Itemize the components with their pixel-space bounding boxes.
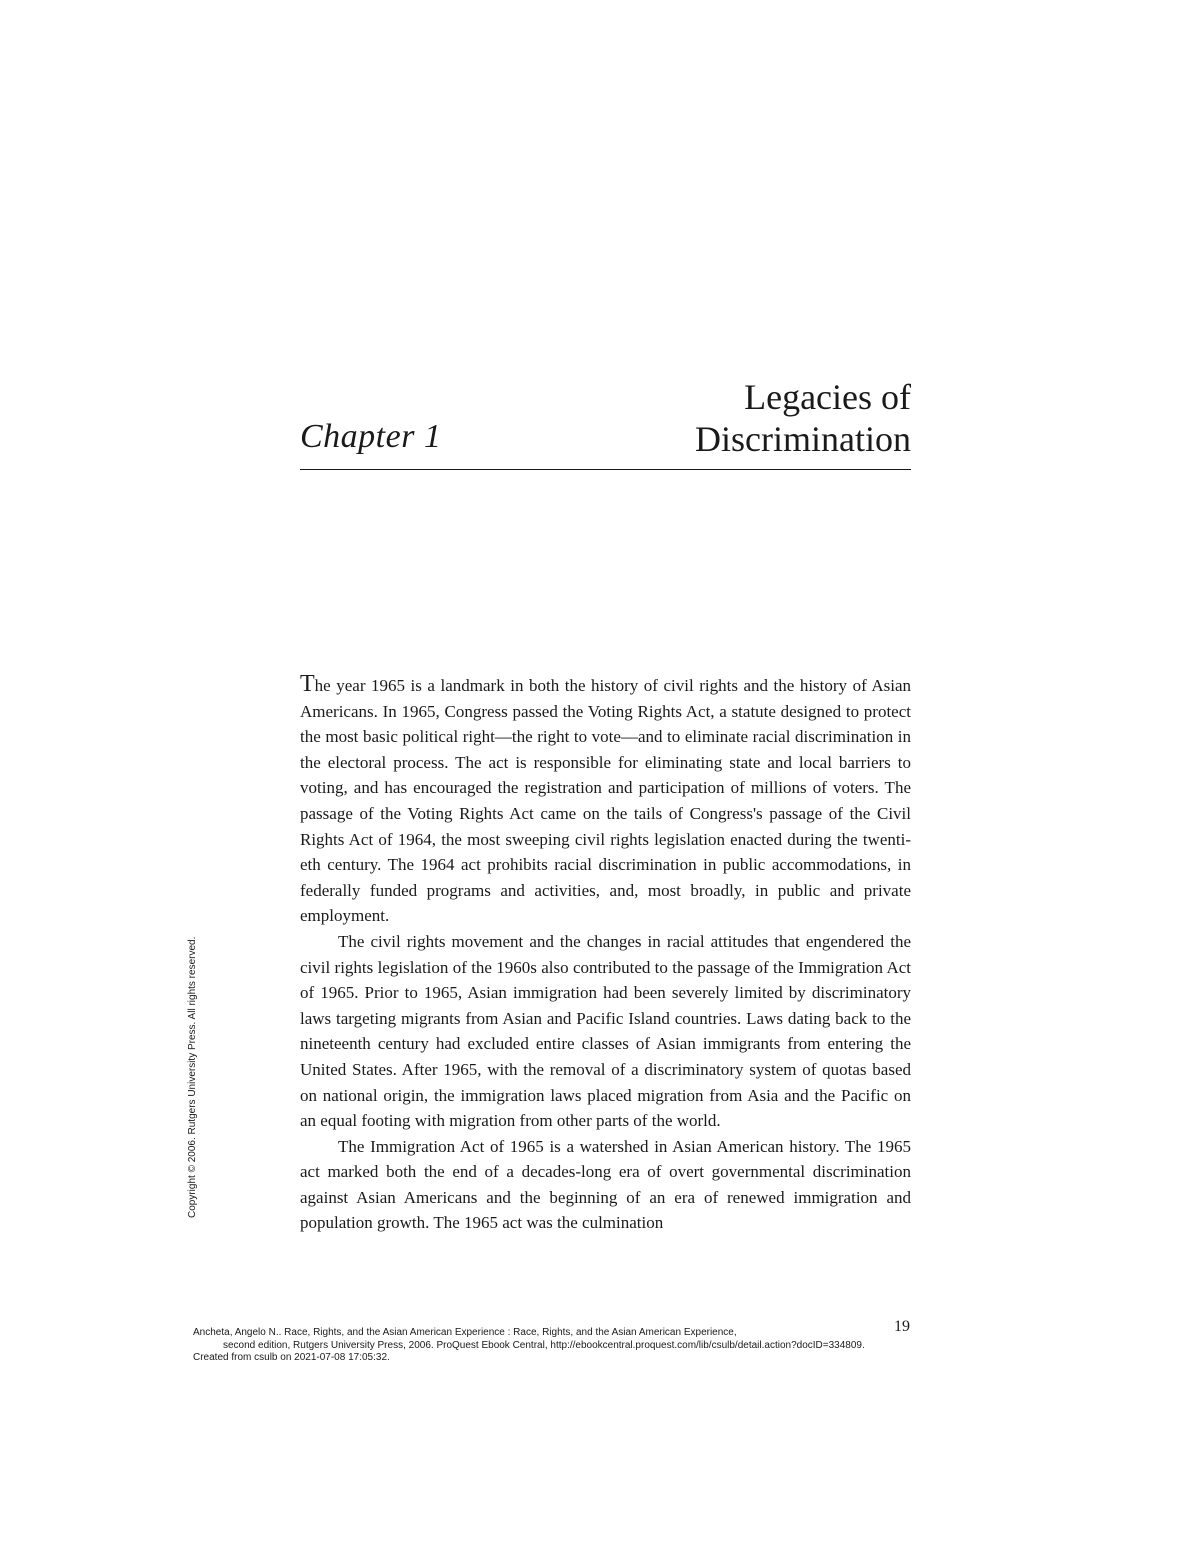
paragraph-3: The Immigration Act of 1965 is a watershed in Asian American history. The 1965 act marked both the end of a decades-long era of overt governmental discrimination against Asian Americans and the beginning of an era of renewed immigration and population growth. The 1965 act was the culmination [300, 1136, 911, 1233]
chapter-label: Chapter 1 [300, 418, 442, 455]
chapter-title [511, 376, 911, 460]
chapter-title-line-1: Legacies of [744, 377, 911, 417]
citation-line-2: second edition, Rutgers University Press, 2006. ProQuest Ebook Central, http://ebookcentral.proquest.com/lib/csulb/detail.action?docID=334809. [223, 1339, 865, 1351]
drop-cap: T [300, 671, 315, 697]
copyright-notice: Copyright © 2006. Rutgers University Press. All rights reserved. [187, 936, 198, 1218]
body-text [300, 673, 911, 1236]
citation-line-1: Ancheta, Angelo N.. Race, Rights, and the Asian American Experience : Race, Rights, and the Asian American Experience, [193, 1327, 737, 1338]
chapter-title-line-2: Discrimination [695, 419, 911, 459]
page-number: 19 [894, 1318, 910, 1335]
citation-footer [193, 1327, 865, 1365]
paragraph-1 [300, 673, 911, 929]
title-divider [300, 469, 911, 470]
paragraph-2: The civil rights movement and the changes in racial attitudes that engendered the civil rights legislation of the 1960s also contributed to the passage of the Immigration Act of 1965. Prior to 1965, Asian immigration had been severely limited by discriminatory laws targeting migrants from Asian and Pacific Island countries. Laws dating back to the nineteenth century had excluded entire classes of Asian immigrants from entering the United States. After 1965, with the removal of a discriminatory system of quotas based on national origin, the immigration laws placed migration from Asia and the Pacific on an equal footing with migration from other parts of the world. [300, 931, 911, 1131]
citation-line-3: Created from csulb on 2021-07-08 17:05:32. [193, 1352, 390, 1363]
paragraph-1-text: he year 1965 is a landmark in both the history of civil rights and the history of Asian Americans. In 1965, Congress passed the Voting Rights Act, a statute designed to protect the most basic political right—the right to vote—and to eliminate racial discrimination in the electoral process. The act is responsible for eliminating state and local barriers to voting, and has encouraged the registration and participation of millions of voters. The passage of the Voting Rights Act came on the tails of Congress's passage of the Civil Rights Act of 1964, the most sweeping civil rights legislation enacted during the twentieth century. The 1964 act prohibits racial discrimination in public accommodations, in federally funded programs and activities, and, most broadly, in public and private employment. [300, 676, 911, 926]
